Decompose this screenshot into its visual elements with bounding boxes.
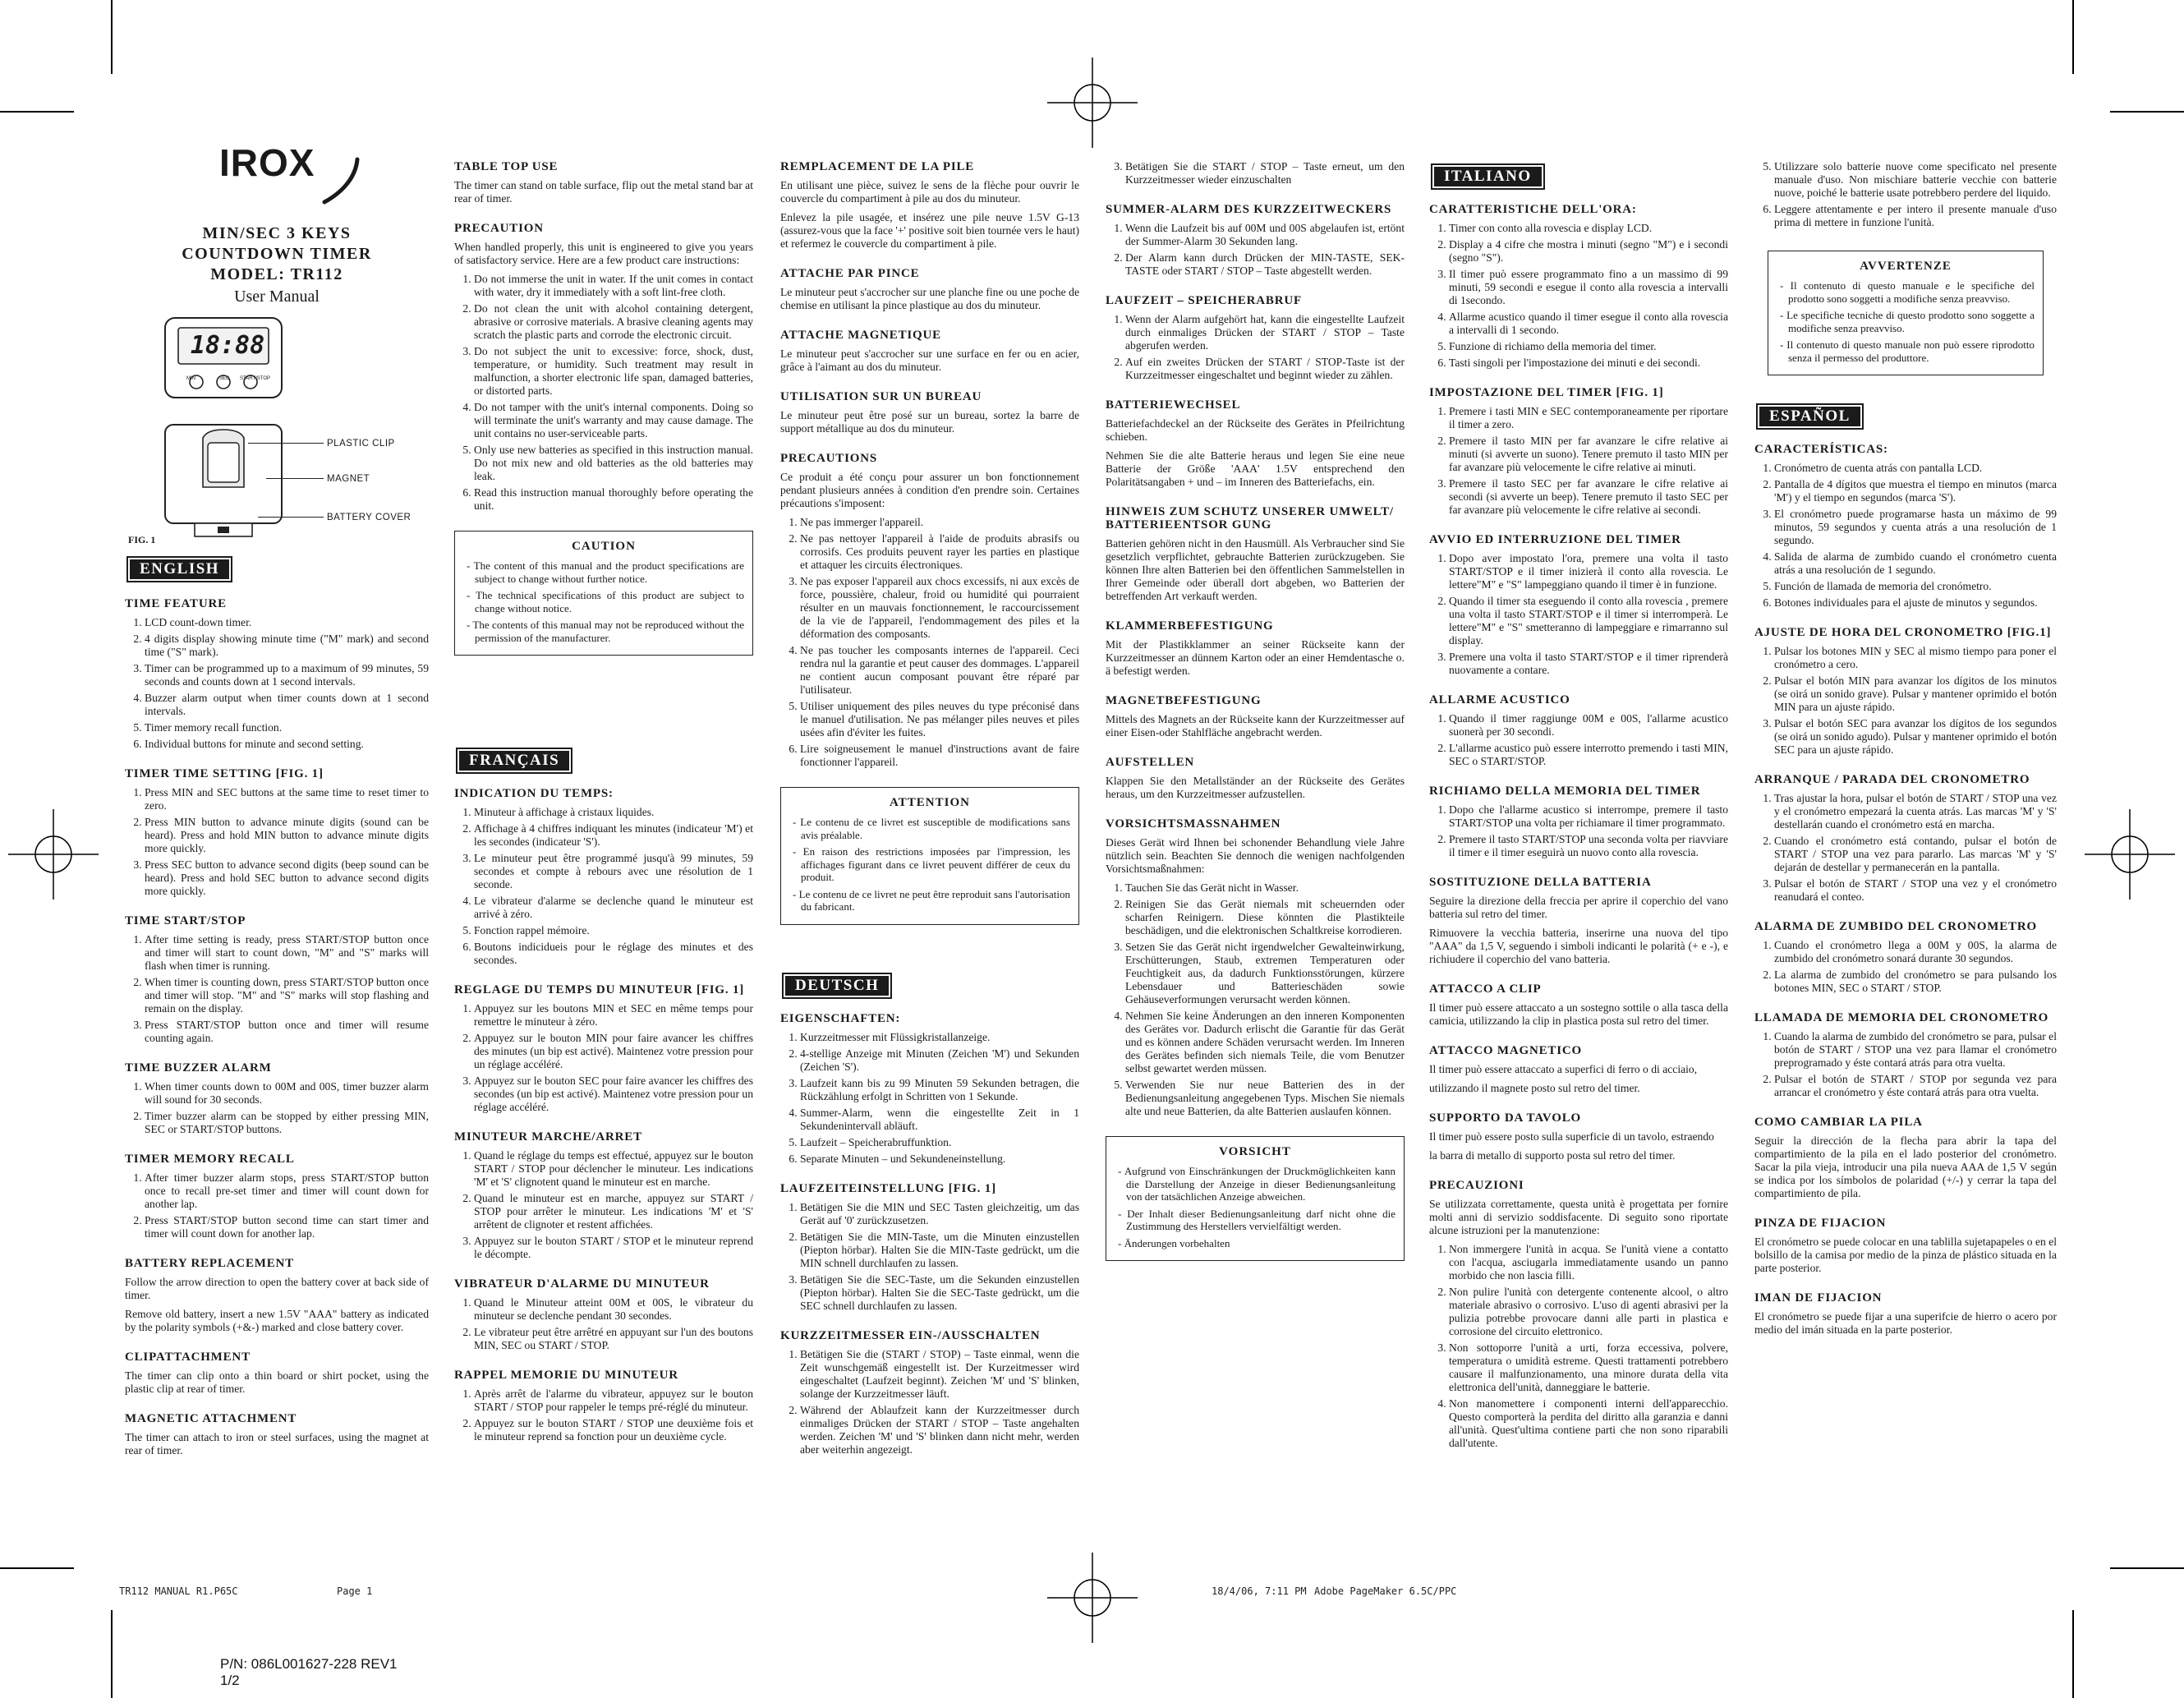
eigenschaften-list [780,1031,1079,1166]
precauzioni-list [1429,1243,1728,1450]
marche-arret-list [454,1149,753,1261]
list-item: 2. When timer is counting down, press START/STOP button once and timer will stop. "M" and "S" marks will stop flashing and remain on the display. [145,976,429,1015]
list-item: 3. Il timer può essere programmato fino a un massimo di 99 minuti, 59 secondi e esegue il conto alla rovescia a intervalli di 1secondo. [1449,268,1728,307]
list-item: 1. Tras ajustar la hora, pulsar el botón de START / STOP una vez y el cronómetro empezará la cuenta atrás. Las marcas 'M' y 'S' destellarán cuando el cronómetro está en marcha. [1774,792,2057,831]
list-item: 1. When timer counts down to 00M and 00S, timer buzzer alarm will sound for 30 seconds. [145,1080,429,1107]
list-item: 2. Pulsar el botón MIN para avanzar los dígitos de los minutos (se oirá un sonido grave). Pulsar y mantener oprimido el botón MIN para un ajuste rápido. [1774,674,2057,714]
caratteristiche-heading: CARATTERISTICHE DELL'ORA: [1429,203,1637,216]
list-item: 1. After time setting is ready, press START/STOP button once and timer will start to count down, "M" and "S" marks will flash when timer is running. [145,933,429,973]
umwelt-heading: HINWEIS ZUM SCHUTZ UNSERER UMWELT/ BATTERIEENTSOR GUNG [1106,505,1394,531]
footer-filename: TR112 MANUAL R1.P65C [119,1585,238,1597]
llamada-heading: LLAMADA DE MEMORIA DEL CRONOMETRO [1754,1011,2049,1024]
italiano-heading: ITALIANO [1432,165,1543,188]
list-item: - Le contenu de ce livret ne peut être reproduit sans l'autorisation du fabricant. [793,887,1070,913]
paragraph: Ce produit a été conçu pour assurer un bon fonctionnement pendant plusieurs années à condition d'en prendre soin. Certaines précautions s'imposent: [780,471,1079,509]
vorsicht-title: VORSICHT [1219,1145,1291,1158]
list-item: 5. Only use new batteries as specified in this instruction manual. Do not mix new and old batteries as the old batteries may leak. [474,444,753,483]
list-item: 1. Wenn der Alarm aufgehört hat, kann die eingestellte Laufzeit durch einmaliges Drücken der START / STOP – Taste abgerufen werden. [1125,313,1405,352]
list-item: 1. Timer con conto alla rovescia e display LCD. [1449,222,1728,235]
eigenschaften-heading: EIGENSCHAFTEN: [780,1011,901,1025]
list-item: - Aufgrund von Einschränkungen der Druckmöglichkeiten kann die Darstellung der Anzeige in dieser Bedienungsanleitung von der tatsächlichen Anzeige abweichen. [1118,1165,1395,1203]
logo-swoosh-icon [320,156,361,205]
allarme-list [1429,712,1728,768]
list-item: 3. Pulsar el botón de START / STOP una vez y el cronómetro reanudará el conteo. [1774,877,2057,904]
crop-mark [2110,1567,2184,1569]
list-item: 3. Betätigen Sie die SEC-Taste, um die Sekunden einzustellen (Piepton hörbar). Halten Sie die SEC-Taste gedrückt, um die SEC schnell durchlaufen zu lassen. [800,1273,1079,1313]
zumbido-list [1754,939,2057,995]
list-item: 3. Premere una volta il tasto START/STOP e il timer riprenderà nuovamente a contare. [1449,651,1728,677]
list-item: 1. Betätigen Sie die MIN und SEC Tasten gleichzeitig, um das Gerät auf '0' zurückzusetzen. [800,1201,1079,1227]
bureau-heading: UTILISATION SUR UN BUREAU [780,390,982,403]
list-item: - En raison des restrictions imposées par l'impression, les affichages figurant dans ce livret peuvent différer de ceux du produit. [793,845,1070,883]
registration-mark [1047,1553,1138,1643]
avvio-heading: AVVIO ED INTERRUZIONE DEL TIMER [1429,533,1681,546]
vorsicht-box [1106,1136,1405,1261]
product-title-line1: MIN/SEC 3 KEYS [202,224,352,242]
battery-cover-label: BATTERY COVER [327,513,412,522]
paragraph: Dieses Gerät wird Ihnen bei schonender Behandlung viele Jahre nützlich sein. Beachten Sie dennoch die wenigen nachfolgenden Vorsichtsmaßnahmen: [1106,836,1405,875]
supporto-heading: SUPPORTO DA TAVOLO [1429,1111,1582,1125]
memory-recall-list [125,1171,429,1240]
timer-back-illustration [162,421,285,545]
list-item: 1. Cuando la alarma de zumbido del cronómetro se para, pulsar el botón de START / STOP una vez para llamar el cronómetro preprogramado y éste contará atrás para otra vuelta. [1774,1030,2057,1070]
list-item: 2. Pulsar el botón de START / STOP por segunda vez para arrancar el cronómetro y éste contará atrás para otra vuelta. [1774,1073,2057,1099]
list-item: - Änderungen vorbehalten [1118,1236,1230,1249]
time-feature-heading: TIME FEATURE [125,597,227,610]
start-stop-heading: TIME START/STOP [125,914,246,927]
list-item: 1. Appuyez sur les boutons MIN et SEC en même temps pour remettre le minuteur à zéro. [474,1002,753,1028]
iman-heading: IMAN DE FIJACION [1754,1291,1883,1305]
impostazione-heading: IMPOSTAZIONE DEL TIMER [FIG. 1] [1429,386,1664,399]
buzzer-heading: TIME BUZZER ALARM [125,1061,272,1074]
list-item: 3. Non sottoporre l'unità a urti, forza eccessiva, polvere, temperatura o umidità estreme. Questi trattamenti potrebbero causare il malfunzionamento, una minore durata della vita elettronica dell'unità, danneggiare le batterie. [1449,1341,1728,1394]
list-item: 5. Verwenden Sie nur neue Batterien des in der Bedienungsanleitung angegebenen Typs. Mischen Sie niemals alte und neue Batterien, da alte Batterien auslaufen können. [1125,1079,1405,1118]
attacco-clip-heading: ATTACCO A CLIP [1429,982,1542,996]
crop-mark [2072,1610,2074,1698]
min-button-label: MIN [186,376,195,381]
list-item: 1. Ne pas immerger l'appareil. [800,516,1079,529]
list-item: - The contents of this manual may not be reproduced without the permission of the manufacturer. [467,619,744,644]
list-item: 1. Kurzzeitmesser mit Flüssigkristallanzeige. [800,1031,1079,1044]
paragraph: When handled properly, this unit is engineered to give you years of satisfactory service. Here are a few product care instructions: [454,241,753,266]
attention-box [780,787,1079,925]
rappel-list [454,1387,753,1443]
list-item: 4. Allarme acustico quando il timer esegue il conto alla rovescia a intervalli di 1 secondo. [1449,311,1728,337]
list-item: 5. Funzione di richiamo della memoria del timer. [1449,340,1728,353]
list-item: 6. Read this instruction manual thoroughly before operating the unit. [474,486,753,513]
list-item: 2. Auf ein zweites Drücken der START / STOP-Taste ist der Kurzzeitmesser eingeschaltet und beginnt wieder zu zählen. [1125,356,1405,382]
list-item: 3. Betätigen Sie die START / STOP – Taste erneut, um den Kurzzeitmesser wieder einzuschalten [1125,160,1405,186]
arranque-list [1754,792,2057,904]
list-item: 6. Separate Minuten – und Sekundeneinstellung. [800,1153,1079,1166]
list-item: 2. Le vibrateur peut être arrêtré en appuyant sur l'un des boutons MIN, SEC ou START / STOP. [474,1326,753,1352]
list-item: 3. Appuyez sur le bouton START / STOP et le minuteur reprend le décompte. [474,1235,753,1261]
vibrateur-list [454,1296,753,1352]
list-item: 2. Non pulire l'unità con detergente contenente alcool, o altro materiale abrasivo o corrosivo. L'uso di agenti abrasivi per la pulizia potrebbe provocare danni alle parti in plastica e corrosione del circuito elettronico. [1449,1286,1728,1338]
paragraph: Il timer può essere attaccato a superfici di ferro o di acciaio, [1429,1063,1698,1075]
klammer-heading: KLAMMERBEFESTIGUNG [1106,619,1274,633]
footer-timestamp: 18/4/06, 7:11 PM [1212,1585,1307,1597]
paragraph: The timer can attach to iron or steel surfaces, using the magnet at rear of timer. [125,1431,429,1456]
list-item: 2. Cuando el cronómetro está contando, pulsar el botón de START / STOP una vez para pararlo. Las marcas 'M' y 'S' dejarán de destellar y permanecerán en la pantalla. [1774,835,2057,874]
paragraph: Le minuteur peut être posé sur un bureau, sortez la barre de support métallique au dos du minuteur. [780,409,1079,435]
precauzioni-heading: PRECAUZIONI [1429,1179,1524,1192]
manual-subtitle: User Manual [234,288,320,306]
ajuste-heading: AJUSTE DE HORA DEL CRONOMETRO [FIG.1] [1754,626,2052,639]
paragraph: Le minuteur peut s'accrocher sur une planche fine ou une poche de chemise en utilisant la pince plastique au dos du minuteur. [780,286,1079,311]
list-item: 3. Appuyez sur le bouton SEC pour faire avancer les chiffres des secondes (un bip est activé). Maintenez votre pression pour un réglage accéléré. [474,1074,753,1114]
figure-1 [125,315,429,553]
column-german [1106,160,1405,1276]
caracteristicas-heading: CARACTERÍSTICAS: [1754,443,1888,456]
list-item: 2. Premere il tasto MIN per far avanzare le cifre relative ai minuti (si avverte un suono). Tenere premuto il tasto MIN per far avanzare più velocemente le cifre relative ai minuti. [1449,435,1728,474]
list-item: 1. Wenn die Laufzeit bis auf 00M und 00S abgelaufen ist, ertönt der Summer-Alarm 30 Sekunden lang. [1125,222,1405,248]
product-title-line2: COUNTDOWN TIMER [182,245,372,263]
start-stop-list [125,933,429,1045]
list-item: 3. Press START/STOP button once and timer will resume counting again. [145,1019,429,1045]
list-item: 4. Summer-Alarm, wenn die eingestellte Zeit in 1 Sekundenintervall abläuft. [800,1107,1079,1133]
ajuste-list [1754,645,2057,757]
paragraph: Rimuovere la vecchia batteria, inserirne una nuova del tipo "AAA" da 1,5 V, seguendo i simboli indicanti le polarità (+ e -), e richiudere il coperchio del vano batteria. [1429,927,1728,965]
english-heading: ENGLISH [128,558,231,581]
footer-page: Page 1 [337,1585,373,1597]
avvio-list [1429,552,1728,677]
fig-leader-line [248,443,324,444]
paragraph: Klappen Sie den Metallständer an der Rückseite des Gerätes heraus, um den Kurzzeitmesser aufzustellen. [1106,775,1405,800]
paragraph: Nehmen Sie die alte Batterie heraus und legen Sie eine neue Batterie der Größe 'AAA' 1.5V entsprechend den Polaritätsangaben + und – im Inneren des Batteriefachs, ein. [1106,449,1405,488]
list-item: 6. Individual buttons for minute and second setting. [145,738,429,751]
llamada-list [1754,1030,2057,1099]
pile-heading: REMPLACEMENT DE LA PILE [780,160,975,173]
laufzeit-heading: LAUFZEITEINSTELLUNG [FIG. 1] [780,1181,996,1195]
list-item: 5. Laufzeit – Speicherabruffunktion. [800,1136,1079,1149]
vorsichtsmassnahmen-heading: VORSICHTSMASSNAHMEN [1106,817,1281,831]
zumbido-heading: ALARMA DE ZUMBIDO DEL CRONOMETRO [1754,920,2037,933]
impostazione-list [1429,405,1728,517]
batteriewechsel-heading: BATTERIEWECHSEL [1106,398,1241,412]
paragraph: Mit der Plastikklammer an seiner Rückseite kann der Kurzzeitmesser an dünnem Karton oder an einer Hemdentasche o. ä befestigt werden. [1106,638,1405,677]
list-item: 3. Timer can be programmed up to a maximum of 99 minutes, 59 seconds and counts down at 1 second intervals. [145,662,429,688]
list-item: 2. Premere il tasto START/STOP una seconda volta per riavviare il timer e il timer eseguirà un nuovo conto alla rovescia. [1449,833,1728,859]
list-item: 6. Tasti singoli per l'impostazione dei minuti e dei secondi. [1449,357,1728,370]
list-item: 1. Dopo che l'allarme acustico si interrompe, premere il tasto START/STOP una volta per richiamare il timer programmato. [1449,803,1728,830]
registration-mark [1047,58,1138,148]
product-model: MODEL: TR112 [210,265,343,283]
reglage-list [454,1002,753,1114]
paragraph: Remove old battery, insert a new 1.5V "AAA" battery as indicated by the polarity symbols (+&-) marked and close battery cover. [125,1308,429,1333]
list-item: 1. Quando il timer raggiunge 00M e 00S, l'allarme acustico suonerà per 30 secondi. [1449,712,1728,739]
crop-mark [2072,0,2074,74]
paragraph: Seguir la dirección de la flecha para abrir la tapa del compartimiento de la pila en el lado posterior del cronómetro. Sacar la pila vieja, introducir una pila nueva AAA de 1,5 V según se indica por los símbolos de polaridad (+/-) y cerrar la tapa del compartimiento de pila. [1754,1134,2057,1199]
list-item: 3. Press SEC button to advance second digits (beep sound can be heard). Press and hold SEC button to advance second digits more quickly. [145,858,429,898]
attention-title: ATTENTION [890,796,970,809]
list-item: 2. Der Alarm kann durch Drücken der MIN-TASTE, SEK-TASTE oder START / STOP – Taste abgestellt werden. [1125,251,1405,278]
list-item: 2. La alarma de zumbido del cronómetro se para pulsando los botones MIN, SEC o START / STOP. [1774,969,2057,995]
list-item: 6. Boutons indicidueis pour le réglage des minutes et des secondes. [474,941,753,967]
list-item: 4. Non manomettere i componenti interni dell'apparecchio. Questo comporterà la perdita del diritto alla garanzia e danni all'unità. Quest'ultima contiene parti che non sono riparabili dall'utente. [1449,1397,1728,1450]
vorsicht-list [1106,881,1405,1118]
crop-mark [0,1567,74,1569]
pinza-heading: PINZA DE FIJACION [1754,1217,1887,1230]
list-item: 6. Leggere attentamente e per intero il presente manuale d'uso prima di mettere in funzione l'unità. [1774,203,2057,229]
footer-application: Adobe PageMaker 6.5C/PPC [1314,1585,1457,1597]
plastic-clip-label: PLASTIC CLIP [327,439,395,449]
list-item: 1. Dopo aver impostato l'ora, premere una volta il tasto START/STOP e il timer inizierà il conto alla rovescia. Le lettere"M" e "S" lampeggiano quando il timer è in funzione. [1449,552,1728,591]
sostituzione-heading: SOSTITUZIONE DELLA BATTERIA [1429,876,1652,889]
part-number: P/N: 086L001627-228 REV1 [220,1656,398,1672]
paragraph: Batterien gehören nicht in den Hausmüll. Als Verbraucher sind Sie gesetzlich verpflichtet, gebrauchte Batterien zurückzugeben. Sie können Ihre alten Batterien bei den öffentlichen Sammelstellen in Ihrer Gemeinde oder überall dort abgeben, wo Batterien der betreffenden Art verkauft werden. [1106,537,1405,602]
list-item: 3. Pulsar el botón SEC para avanzar los dígitos de los segundos (se oirá un sonido agudo). Pulsar y mantener oprimido el botón SEC para un ajuste rápido. [1774,717,2057,757]
list-item: 1. LCD count-down timer. [145,616,429,629]
timer-setting-list [125,786,429,898]
vibrateur-heading: VIBRATEUR D'ALARME DU MINUTEUR [454,1277,710,1291]
list-item: 2. Ne pas nettoyer l'appareil à l'aide de produits abrasifs ou corrosifs. Ces produits peuvent rayer les parties en plastique et attaquer les circuits électroniques. [800,532,1079,572]
list-item: 5. Utiliser uniquement des piles neuves du type préconisé dans le manuel d'utilisation. Ne pas mélanger piles neuves et piles usées afin d'éviter les fuites. [800,700,1079,739]
speicherabruf-list [1106,313,1405,382]
list-item: 4. Nehmen Sie keine Änderungen an den inneren Komponenten des Gerätes vor. Dadurch erlischt die Garantie für das Gerät und es können andere Schäden verursacht werden. Im Inneren des Gerätes befinden sich niemals Teile, die vom Benutzer selbst gewartet werden müssen. [1125,1010,1405,1075]
speicherabruf-heading: LAUFZEIT – SPEICHERABRUF [1106,294,1302,307]
list-item: 2. Appuyez sur le bouton MIN pour faire avancer les chiffres des minutes (un bip est activé). Maintenez votre pression pour un réglage accéléré. [474,1032,753,1071]
list-item: 3. Premere il tasto SEC per far avanzare le cifre relative ai secondi (si avverte un beep). Tenere premuto il tasto SEC per far avanzare più velocemente le cifre relative ai secondi. [1449,477,1728,517]
list-item: 1. Minuteur à affichage à cristaux liquides. [474,806,753,819]
list-item: 2. 4 digits display showing minute time ("M" mark) and second time ("S" mark). [145,633,429,659]
laufzeit-list [780,1201,1079,1313]
paragraph: Le minuteur peut s'accrocher sur une surface en fer ou en acier, grâce à l'aimant au dos du minuteur. [780,347,1079,373]
list-item: - Le contenu de ce livret est susceptible de modifications sans avis préalable. [793,816,1070,841]
list-item: 2. Pantalla de 4 dígitos que muestra el tiempo en minutos (marca 'M') y el tiempo en segundos (marca 'S'). [1774,478,2057,504]
list-item: - Il contenuto di questo manuale e le specifiche del prodotto sono soggetti a modifiche senza preavviso. [1780,279,2035,305]
paragraph: Seguire la direzione della freccia per aprire il coperchio del vano batteria sul retro del timer. [1429,895,1728,920]
list-item: 2. Betätigen Sie die MIN-Taste, um die Minuten einzustellen (Piepton hörbar). Halten Sie die MIN-Taste gedrückt, um die MIN schnell durchlaufen zu lassen. [800,1231,1079,1270]
crop-mark [0,111,74,113]
sheet-number: 1/2 [220,1673,240,1688]
start-stop-button-label: START/STOP [240,376,271,381]
registration-mark [2085,809,2175,900]
francais-heading: FRANÇAIS [457,749,571,772]
list-item: 3. El cronómetro puede programarse hasta un máximo de 99 minutos, 59 segundos y cuenta atrás a una resolución de 1 segundo. [1774,508,2057,547]
paragraph: utilizzando il magnete posto sul retro del timer. [1429,1082,1640,1094]
list-item: 3. Laufzeit kann bis zu 99 Minuten 59 Sekunden betragen, die Rückzählung erfolgt in Schritten von 1 Sekunde. [800,1077,1079,1103]
caution-box [454,531,753,656]
column-english-1 [125,141,429,1463]
list-item: - Il contenuto di questo manuale non può essere riprodotto senza il permesso del produttore. [1780,338,2035,364]
list-item: 1. Quand le réglage du temps est effectué, appuyez sur le bouton START / STOP pour déclencher le minuteur. Les indications 'M' et 'S' clignotent quand le minuteur est en marche. [474,1149,753,1189]
indication-list [454,806,753,967]
registration-mark [8,809,99,900]
list-item: 2. Do not clean the unit with alcohol containing detergent, abrasive or corrosive materials. A brasive cleaning agents may scratch the plastic parts and corrode the electronic circuit. [474,302,753,342]
clip-heading: CLIPATTACHMENT [125,1351,251,1364]
table-top-heading: TABLE TOP USE [454,160,559,173]
espanol-heading: ESPAÑOL [1758,405,1862,428]
column-french-german [780,160,1079,1463]
list-item: 2. Affichage à 4 chiffres indiquant les minutes (indicateur 'M') et les secondes (indicateur 'S'). [474,822,753,849]
summer-alarm-list [1106,222,1405,278]
column-italian [1429,160,1728,1456]
list-item: 4. Le vibrateur d'alarme se declenche quand le minuteur est arrivé à zéro. [474,895,753,921]
pince-heading: ATTACHE PAR PINCE [780,267,920,280]
list-item: 2. Timer buzzer alarm can be stopped by either pressing MIN, SEC or START/STOP buttons. [145,1110,429,1136]
list-item: 1. After timer buzzer alarm stops, press START/STOP button once to recall pre-set timer and timer will count down for another lap. [145,1171,429,1211]
caratteristiche-list [1429,222,1728,370]
list-item: 3. Ne pas exposer l'appareil aux chocs excessifs, ni aux excès de force, poussière, chaleur, froid ou humidité qui pourraient résulter en un mauvais fonctionnement, le raccourcissement de la vie de l'appareil, l'endommagement des piles et la déformation des composants. [800,575,1079,641]
sec-button-label: SEC [219,376,230,381]
precaution-list [454,273,753,513]
list-item: 2. L'allarme acustico può essere interrotto premendo i tasti MIN, SEC o START/STOP. [1449,742,1728,768]
precaution-heading: PRECAUTION [454,222,544,235]
list-item: 1. Non immergere l'unità in acqua. Se l'unità viene a contatto con l'acqua, asciugarla immediatamente usando un panno morbido che non lascia filli. [1449,1243,1728,1282]
paragraph: Se utilizzata correttamente, questa unità è progettata per fornire molti anni di servizio soddisfacente. Di seguito sono riportate alcune istruzioni per la manutenzione: [1429,1198,1728,1236]
aufstellen-heading: AUFSTELLEN [1106,756,1195,769]
list-item: 1. Quand le Minuteur atteint 00M et 00S, le vibrateur du minuteur se declenche pendant 30 secondes. [474,1296,753,1323]
list-item: 2. Während der Ablaufzeit kann der Kurzzeitmesser durch einmaliges Drücken der START / STOP – Taste angehalten werden. Zeichen 'M' und 'S' blinken dann nicht mehr, werden aber weiterhin angezeigt. [800,1404,1079,1456]
list-item: 4. Buzzer alarm output when timer counts down at 1 second intervals. [145,692,429,718]
ein-aus-heading: KURZZEITMESSER EIN-/AUSSCHALTEN [780,1328,1041,1342]
list-item: 2. Quand le minuteur est en marche, appuyez sur START / STOP pour arrêter le minuteur. Les indications 'M' et 'S' arrêtent de clignoter et restent affichées. [474,1192,753,1231]
list-item: 1. Tauchen Sie das Gerät nicht in Wasser. [1125,881,1405,895]
paragraph: Enlevez la pile usagée, et insérez une pile neuve 1.5V G-13 (assurez-vous que la face '+' positive soit bien tournée vers le haut) et refermez le couvercle du compartiment à pile. [780,211,1079,250]
caracteristicas-list [1754,462,2057,610]
list-item: 1. Cuando el cronómetro llega a 00M y 00S, la alarma de zumbido del cronómetro sonará durante 30 segundos. [1774,939,2057,965]
avvertenze-box [1768,251,2044,375]
marche-arret-heading: MINUTEUR MARCHE/ARRET [454,1130,642,1144]
list-item: 4. Ne pas toucher les composants internes de l'appareil. Ceci rendra nul la garantie et peut causer des dommages. L'appareil ne contient aucun composant pouvant être réparé par l'utilisateur. [800,644,1079,697]
rappel-heading: RAPPEL MEMORIE DU MINUTEUR [454,1369,678,1382]
magnetic-heading: MAGNETIC ATTACHMENT [125,1412,297,1425]
lcd-display: 18:88 [190,331,265,360]
paragraph: El cronómetro se puede fijar a una superifcie de hierro o acero por medio del imán situada en la parte posterior. [1754,1310,2057,1336]
list-item: 2. Display a 4 cifre che mostra i minuti (segno "M") e i secondi (segno "S"). [1449,238,1728,265]
paragraph: En utilisant une pièce, suivez le sens de la flèche pour ouvrir le couvercle du compartiment à pile au dos du minuteur. [780,179,1079,205]
paragraph: Il timer può essere attaccato a un sostegno sottile o alla tasca della camicia, utilizzando la clip in plastica posta sul retro del timer. [1429,1001,1728,1027]
paragraph: The timer can stand on table surface, flip out the metal stand bar at rear of timer. [454,179,753,205]
list-item: 4. Do not tamper with the unit's internal components. Doing so will terminate the unit's warranty and may cause damage. The unit contains no user-serviceable parts. [474,401,753,440]
pila-heading: COMO CAMBIAR LA PILA [1754,1116,1923,1129]
ein-aus-list-cont [1106,160,1405,186]
brand-logo [219,141,429,215]
column-english-french [454,160,753,1450]
crop-mark [111,0,113,74]
time-feature-list [125,616,429,751]
list-item: - Der Inhalt dieser Bedienungsanleitung darf nicht ohne die Zustimmung des Herstellers vervielfältigt werden. [1118,1207,1395,1232]
memory-recall-heading: TIMER MEMORY RECALL [125,1153,295,1166]
indication-heading: INDICATION DU TEMPS: [454,787,614,800]
list-item: 2. Quando il timer sta eseguendo il conto alla rovescia , premere una volta il tasto START/STOP e il timer si interromperà. Le lettere"M" e "S" smetteranno di lampeggiare e rimarranno sul display. [1449,595,1728,647]
aimant-heading: ATTACHE MAGNETIQUE [780,329,941,342]
paragraph: la barra di metallo di supporto posta sul retro del timer. [1429,1149,1676,1162]
brand-logo-text: IROX [219,141,315,184]
list-item: 2. Reinigen Sie das Gerät niemals mit scheuernden oder scharfen Reinigern. Diese könnten die Plastikteile beschädigen, und die elektronischen Schaltkreise korrodieren. [1125,898,1405,937]
precautions-fr-list [780,516,1079,769]
fig-leader-line [258,517,324,518]
list-item: 5. Función de llamada de memoria del cronómetro. [1774,580,2057,593]
battery-heading: BATTERY REPLACEMENT [125,1257,294,1270]
reglage-heading: REGLAGE DU TEMPS DU MINUTEUR [FIG. 1] [454,983,745,996]
paragraph: Mittels des Magnets an der Rückseite kann der Kurzzeitmesser auf einer Eisen-oder Stahlfläche angebracht werden. [1106,713,1405,739]
list-item: 1. Pulsar los botones MIN y SEC al mismo tiempo para poner el cronómetro a cero. [1774,645,2057,671]
list-item: 1. Do not immerse the unit in water. If the unit comes in contact with water, dry it immediately with a soft lint-free cloth. [474,273,753,299]
attacco-magnetico-heading: ATTACCO MAGNETICO [1429,1044,1582,1057]
list-item: 3. Setzen Sie das Gerät nicht irgendwelcher Gewalteinwirkung, Erschütterungen, Staub, extremen Temperaturen oder Feuchtigkeit aus, da dadurch Funktionsstörungen, kürzere Lebensdauer und Batterieschäden sowie Gehäuseverformungen verursacht werden können. [1125,941,1405,1006]
list-item: 3. Le minuteur peut être programmé jusqu'à 99 minutes, 59 secondes et compte à rebours avec une résolution de 1 seconde. [474,852,753,891]
list-item: - Le specifiche tecniche di questo prodotto sono soggette a modifiche senza preavviso. [1780,309,2035,334]
list-item: 2. Appuyez sur le bouton START / STOP une deuxième fois et le minuteur reprend sa fonction pour un deuxième cycle. [474,1417,753,1443]
ein-aus-list [780,1348,1079,1456]
avvertenze-title: AVVERTENZE [1860,260,1952,273]
list-item: 5. Timer memory recall function. [145,721,429,734]
list-item: 2. Press START/STOP button second time can start timer and timer will count down for another lap. [145,1214,429,1240]
list-item: 5. Utilizzare solo batterie nuove come specificato nel presente manuale d'uso. Non mischiare batterie vecchie con batterie nuove, poiché le batterie usate potrebbero perdere del liquido. [1774,160,2057,200]
list-item: 1. Après arrêt de l'alarme du vibrateur, appuyez sur le bouton START / STOP pour rappeler le temps pré-réglé du minuteur. [474,1387,753,1414]
list-item: 5. Fonction rappel mémoire. [474,924,753,937]
allarme-heading: ALLARME ACUSTICO [1429,693,1570,706]
magnet-heading: MAGNETBEFESTIGUNG [1106,694,1262,707]
list-item: 4. Salida de alarma de zumbido cuando el cronómetro cuenta atrás a una resolución de 1 segundo. [1774,550,2057,577]
list-item: 3. Do not subject the unit to excessive: force, shock, dust, temperature, or humidity. Such treatment may result in malfunction, a shorter electronic life span, damaged batteries, or distorted parts. [474,345,753,398]
list-item: 1. Betätigen Sie die (START / STOP) – Taste einmal, wenn die Zeit wunschgemäß eingestellt ist. Der Kurzeitmesser wird eingeschaltet (Laufzeit beginnt). Zeichen 'M' und 'S' blinken, solange der Kurzzeitmesser läuft. [800,1348,1079,1401]
paragraph: Batteriefachdeckel an der Rückseite des Gerätes in Pfeilrichtung schieben. [1106,417,1405,443]
list-item: 1. Press MIN and SEC buttons at the same time to reset timer to zero. [145,786,429,812]
summer-alarm-heading: SUMMER-ALARM DES KURZZEITWECKERS [1106,203,1392,216]
fig-caption: FIG. 1 [128,534,156,545]
richiamo-list [1429,803,1728,859]
precautions-fr-heading: PRECAUTIONS [780,452,877,465]
crop-mark [2110,111,2184,113]
list-item: 2. 4-stellige Anzeige mit Minuten (Zeichen 'M') und Sekunden (Zeichen 'S'). [800,1047,1079,1074]
paragraph: The timer can clip onto a thin board or shirt pocket, using the plastic clip at rear of timer. [125,1369,429,1395]
crop-mark [111,1610,113,1698]
list-item: 1. Premere i tasti MIN e SEC contemporaneamente per riportare il timer a zero. [1449,405,1728,431]
paragraph: Follow the arrow direction to open the battery cover at back side of timer. [125,1276,429,1301]
caution-title: CAUTION [572,540,636,553]
fig-leader-line [266,478,324,479]
magnet-label: MAGNET [327,474,370,484]
timer-setting-heading: TIMER TIME SETTING [FIG. 1] [125,767,324,780]
list-item: - The technical specifications of this product are subject to change without notice. [467,589,744,614]
paragraph: Il timer può essere posto sulla superficie di un tavolo, estraendo [1429,1130,1714,1143]
arranque-heading: ARRANQUE / PARADA DEL CRONOMETRO [1754,773,2030,786]
column-italian-spanish [1754,160,2057,1342]
list-item: 6. Lire soigneusement le manuel d'instructions avant de faire fonctionner l'appareil. [800,743,1079,769]
list-item: 6. Botones individuales para el ajuste de minutos y segundos. [1774,596,2057,610]
list-item: 2. Press MIN button to advance minute digits (sound can be heard). Press and hold MIN button to advance minute digits more quickly. [145,816,429,855]
buzzer-list [125,1080,429,1136]
deutsch-heading: DEUTSCH [784,974,890,997]
list-item: 1. Cronómetro de cuenta atrás con pantalla LCD. [1774,462,2057,475]
richiamo-heading: RICHIAMO DELLA MEMORIA DEL TIMER [1429,785,1701,798]
paragraph: El cronómetro se puede colocar en una tablilla sujetapapeles o en el bolsillo de la camisa por medio de la pinza de plástico situada en la parte posterior. [1754,1236,2058,1274]
list-item: - The content of this manual and the product specifications are subject to change without further notice. [467,559,744,585]
precauzioni-list-cont [1754,160,2057,229]
